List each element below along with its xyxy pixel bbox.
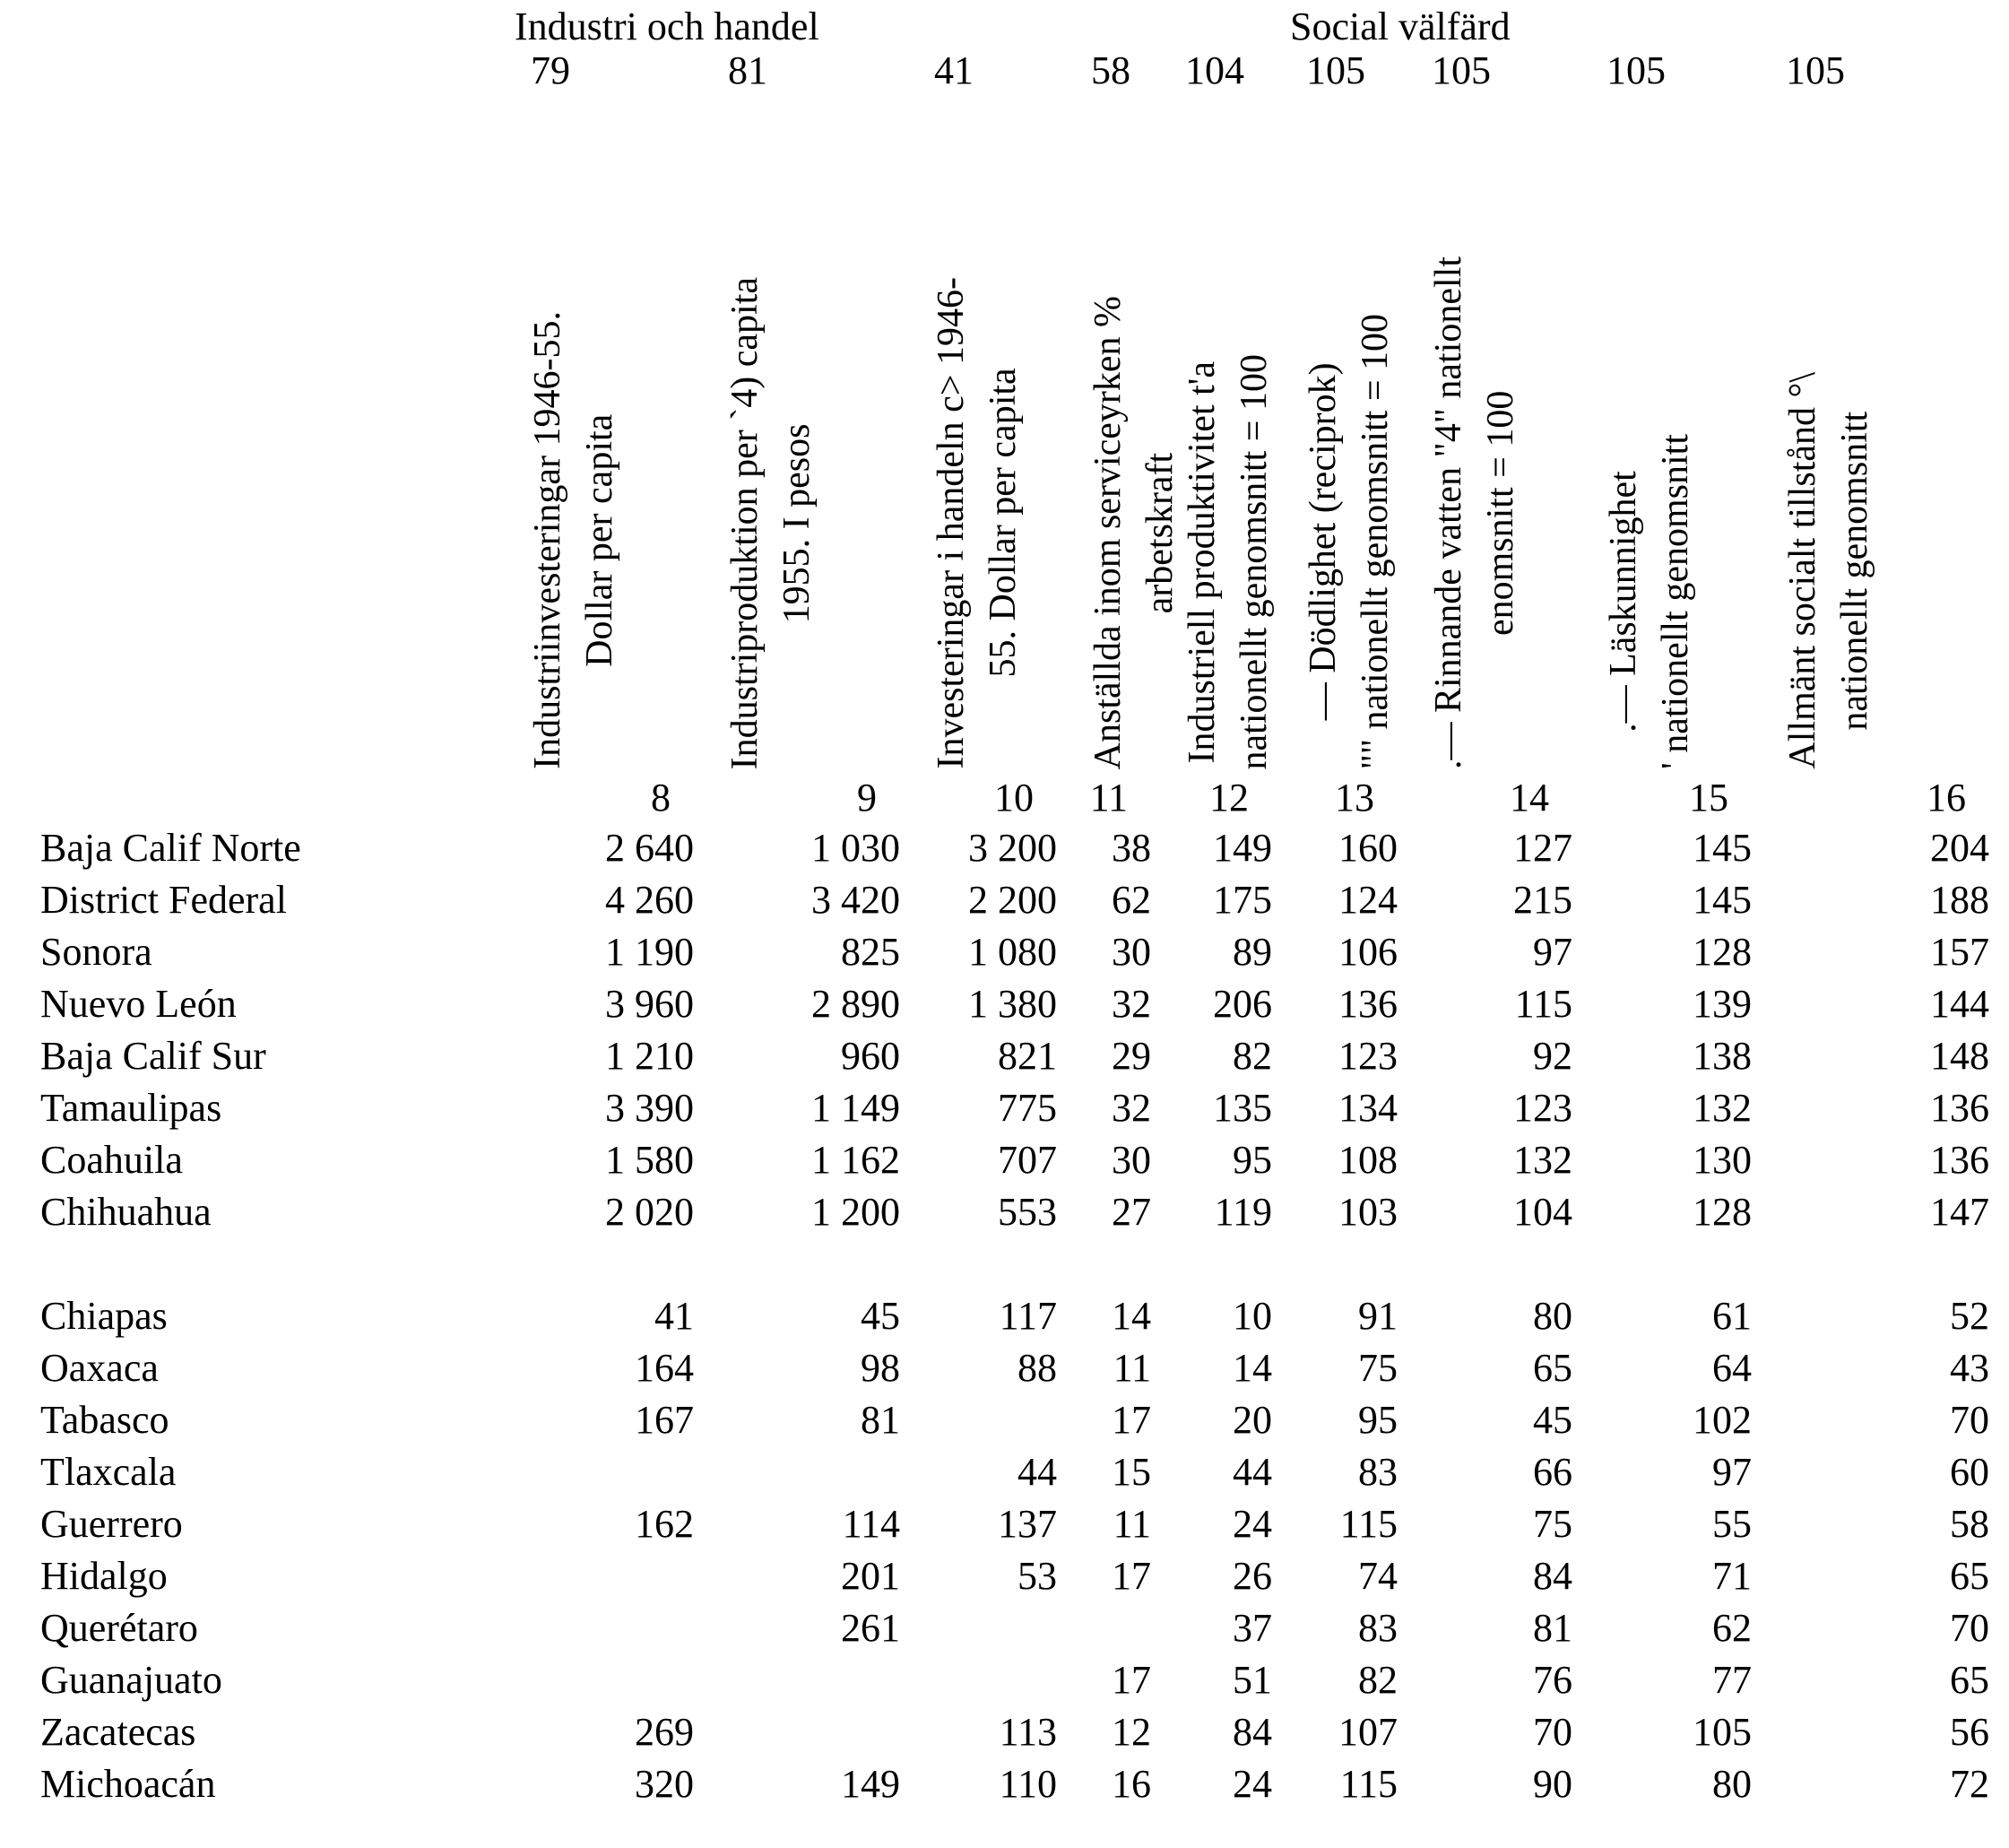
value-cell: 11	[1113, 1501, 1151, 1546]
rotated-header-line2: ' nationellt genomsnitt	[1655, 434, 1697, 769]
state-name: Baja Calif Norte	[40, 825, 301, 870]
state-name: Guanajuato	[40, 1657, 222, 1702]
value-cell: 132	[1693, 1085, 1753, 1130]
value-cell: 76	[1533, 1657, 1573, 1702]
value-cell: 134	[1338, 1085, 1399, 1130]
value-cell	[502, 1445, 699, 1497]
table-row	[0, 1549, 1995, 1601]
value-cell: 1 580	[605, 1137, 694, 1182]
value-cell: 95	[1358, 1397, 1399, 1442]
rotated-header-line1: Industriell produktivitet t'a	[1182, 360, 1223, 763]
value-cell: 44	[1233, 1449, 1273, 1494]
value-cell: 70	[1533, 1709, 1573, 1754]
rotated-header-cell	[1277, 97, 1403, 769]
value-cell: 10	[1233, 1293, 1273, 1338]
value-cell: 164	[635, 1345, 694, 1390]
table-row	[0, 1653, 1995, 1705]
rotated-header-line1: Industriinvesteringar 1946-55.	[527, 311, 568, 769]
table-row	[0, 1757, 1995, 1809]
value-cell: 1 030	[811, 825, 900, 870]
value-cell: 32	[1112, 1085, 1151, 1130]
value-cell: 98	[861, 1345, 900, 1390]
table-row	[0, 1289, 1995, 1341]
value-cell: 75	[1533, 1501, 1573, 1546]
state-name: Querétaro	[40, 1605, 198, 1650]
state-name: Nuevo León	[40, 981, 237, 1026]
value-cell: 81	[1533, 1605, 1573, 1650]
value-cell: 32	[1112, 981, 1151, 1026]
value-cell: 11	[1113, 1345, 1151, 1390]
value-cell: 30	[1112, 929, 1151, 974]
value-cell: 261	[841, 1605, 900, 1650]
value-cell: 84	[1533, 1553, 1573, 1598]
state-name: Guerrero	[40, 1501, 183, 1546]
rotated-header-line2: "" nationellt genomsnitt = 100	[1355, 313, 1397, 769]
table-row	[0, 821, 1995, 873]
group-gap	[0, 1237, 1995, 1289]
table-row	[0, 1601, 1995, 1653]
value-cell: 144	[1930, 981, 1990, 1026]
value-cell: 107	[1338, 1709, 1399, 1754]
value-cell: 269	[635, 1709, 694, 1754]
value-cell: 24	[1233, 1501, 1273, 1546]
rotated-header-cell	[1062, 97, 1181, 769]
table-row	[0, 1029, 1995, 1081]
value-cell: 707	[998, 1137, 1057, 1182]
value-cell: 825	[841, 929, 900, 974]
value-cell: 51	[1233, 1657, 1273, 1702]
value-cell: 37	[1233, 1605, 1273, 1650]
value-cell: 56	[1950, 1709, 1990, 1754]
group-header-row	[0, 5, 1995, 48]
state-name: District Federal	[40, 877, 287, 922]
value-cell: 139	[1693, 981, 1753, 1026]
state-name: Tamaulipas	[40, 1085, 222, 1130]
value-cell: 145	[1693, 877, 1753, 922]
value-cell: 14	[1112, 1293, 1151, 1338]
state-name: Chiapas	[40, 1293, 168, 1338]
value-cell: 65	[1950, 1553, 1990, 1598]
value-cell: 43	[1950, 1345, 1990, 1390]
value-cell: 17	[1112, 1657, 1151, 1702]
value-cell: 102	[1693, 1397, 1753, 1442]
value-cell: 1 162	[811, 1137, 900, 1182]
value-cell: 110	[999, 1761, 1057, 1806]
value-cell: 75	[1358, 1345, 1399, 1390]
value-cell: 29	[1112, 1033, 1151, 1078]
value-cell: 204	[1930, 825, 1990, 870]
value-cell: 95	[1233, 1137, 1273, 1182]
rotated-header-line1: .— Rinnande vatten "4" nationellt	[1428, 256, 1470, 769]
value-cell: 14	[1233, 1345, 1273, 1390]
table-row	[0, 873, 1995, 925]
value-cell: 106	[1338, 929, 1399, 974]
table-body	[0, 821, 1995, 1809]
value-cell: 2 020	[605, 1189, 694, 1234]
table-row	[0, 1393, 1995, 1445]
value-cell	[502, 1601, 699, 1653]
value-cell: 175	[1213, 877, 1273, 922]
table-row	[0, 1081, 1995, 1133]
table-row	[0, 977, 1995, 1029]
value-cell: 90	[1533, 1761, 1573, 1806]
value-cell: 123	[1513, 1085, 1573, 1130]
value-cell: 62	[1112, 877, 1151, 922]
value-cell: 3 420	[811, 877, 900, 922]
value-cell: 2 200	[968, 877, 1057, 922]
value-cell: 136	[1338, 981, 1399, 1026]
value-cell: 115	[1339, 1761, 1399, 1806]
value-cell: 66	[1533, 1449, 1573, 1494]
value-cell: 38	[1112, 825, 1151, 870]
rotated-header-cell	[699, 97, 905, 769]
value-cell: 103	[1338, 1189, 1399, 1234]
scanned-statistics-page	[0, 5, 2009, 1809]
value-cell: 130	[1693, 1137, 1753, 1182]
top-numbers-row	[0, 48, 1995, 97]
value-cell: 775	[998, 1085, 1057, 1130]
value-cell: 16	[1112, 1761, 1151, 1806]
value-cell: 30	[1112, 1137, 1151, 1182]
value-cell: 3 200	[968, 825, 1057, 870]
column-number: 13	[1335, 776, 1375, 820]
value-cell: 88	[1017, 1345, 1057, 1390]
state-name: Michoacán	[40, 1761, 216, 1806]
rotated-header-line1: — Dödlighet (reciprok)	[1303, 362, 1345, 721]
value-cell: 1 149	[811, 1085, 900, 1130]
group-sub-number: 104	[1185, 48, 1244, 92]
value-cell: 61	[1712, 1293, 1753, 1338]
value-cell: 149	[841, 1761, 900, 1806]
value-cell	[699, 1653, 905, 1705]
value-cell: 960	[841, 1033, 900, 1078]
value-cell: 160	[1338, 825, 1399, 870]
rotated-header-line1: .— Läskunnighet	[1603, 471, 1645, 733]
rotated-column-header	[1423, 256, 1527, 769]
value-cell: 45	[861, 1293, 900, 1338]
rotated-header-cell	[1156, 97, 1277, 769]
value-cell: 3 390	[605, 1085, 694, 1130]
value-cell	[905, 1601, 1062, 1653]
value-cell: 82	[1233, 1033, 1273, 1078]
group-header-social-valfard: Social välfärd	[1290, 4, 1511, 48]
value-cell: 84	[1233, 1709, 1273, 1754]
rotated-header-line2: nationellt genomsnitt	[1834, 411, 1876, 731]
value-cell	[1062, 1601, 1156, 1653]
value-cell: 553	[998, 1189, 1057, 1234]
value-cell: 821	[998, 1033, 1057, 1078]
value-cell: 123	[1338, 1033, 1399, 1078]
value-cell: 157	[1930, 929, 1990, 974]
value-cell: 53	[1017, 1553, 1057, 1598]
value-cell: 24	[1233, 1761, 1273, 1806]
value-cell: 2 640	[605, 825, 694, 870]
value-cell: 89	[1233, 929, 1273, 974]
value-cell: 17	[1112, 1553, 1151, 1598]
column-number-row	[0, 769, 1995, 821]
corner-spacer	[0, 5, 502, 48]
value-cell: 17	[1112, 1397, 1151, 1442]
table-row	[0, 1705, 1995, 1757]
state-name: Sonora	[40, 929, 152, 974]
value-cell: 15	[1112, 1449, 1151, 1494]
value-cell: 20	[1233, 1397, 1273, 1442]
value-cell: 45	[1533, 1397, 1573, 1442]
row-label-spacer	[0, 97, 502, 769]
value-cell: 206	[1213, 981, 1273, 1026]
rotated-header-line1: Investeringar i handeln c> 1946-	[931, 277, 972, 769]
table-row	[0, 1341, 1995, 1393]
state-name: Tabasco	[40, 1397, 169, 1442]
value-cell: 1 190	[605, 929, 694, 974]
value-cell: 114	[842, 1501, 900, 1546]
rotated-header-row	[0, 97, 1995, 769]
column-number: 16	[1927, 776, 1967, 820]
rotated-header-line2: enomsnitt = 100	[1480, 390, 1522, 636]
rotated-header-line1: Allmänt socialt tillstånd °\	[1782, 372, 1824, 769]
value-cell: 4 260	[605, 877, 694, 922]
value-cell: 128	[1693, 1189, 1753, 1234]
value-cell: 58	[1950, 1501, 1990, 1546]
state-name: Baja Calif Sur	[40, 1033, 266, 1078]
rotated-header-line2: nationellt genomsnitt = 100	[1234, 353, 1275, 769]
value-cell: 167	[635, 1397, 694, 1442]
table-row	[0, 925, 1995, 977]
value-cell: 147	[1930, 1189, 1990, 1234]
value-cell: 97	[1533, 929, 1573, 974]
value-cell: 105	[1693, 1709, 1753, 1754]
rotated-header-cell	[1403, 97, 1578, 769]
rotated-column-header	[925, 277, 1029, 769]
rotated-header-cell	[502, 97, 699, 769]
rotated-header-cell	[1757, 97, 1995, 769]
group-sub-number: 79	[531, 48, 570, 92]
value-cell: 91	[1358, 1293, 1399, 1338]
state-name: Oaxaca	[40, 1345, 159, 1390]
value-cell: 55	[1712, 1501, 1753, 1546]
group-sub-number: 105	[1786, 48, 1846, 92]
value-cell: 80	[1533, 1293, 1573, 1338]
value-cell: 137	[998, 1501, 1057, 1546]
value-cell: 149	[1213, 825, 1273, 870]
rotated-header-cell	[905, 97, 1062, 769]
value-cell: 138	[1693, 1033, 1753, 1078]
table-row	[0, 1185, 1995, 1237]
value-cell: 80	[1712, 1761, 1753, 1806]
value-cell: 74	[1358, 1553, 1399, 1598]
value-cell	[502, 1653, 699, 1705]
state-name: Tlaxcala	[40, 1449, 177, 1494]
rotated-header-line1: Anställda inom serviceyrken %	[1087, 295, 1129, 769]
group-sub-number: 105	[1432, 48, 1492, 92]
table-row	[0, 1133, 1995, 1185]
value-cell: 215	[1513, 877, 1573, 922]
row-label-spacer	[0, 769, 502, 821]
column-number: 15	[1689, 776, 1729, 820]
value-cell	[502, 1549, 699, 1601]
value-cell: 128	[1693, 929, 1753, 974]
value-cell: 72	[1950, 1761, 1990, 1806]
value-cell: 104	[1513, 1189, 1573, 1234]
value-cell: 97	[1712, 1449, 1753, 1494]
state-name: Coahuila	[40, 1137, 183, 1182]
value-cell: 77	[1712, 1657, 1753, 1702]
rotated-column-header	[522, 311, 626, 769]
value-cell: 64	[1712, 1345, 1753, 1390]
value-cell: 132	[1513, 1137, 1573, 1182]
value-cell: 3 960	[605, 981, 694, 1026]
value-cell: 83	[1358, 1605, 1399, 1650]
value-cell: 320	[635, 1761, 694, 1806]
group-header-industri-och-handel: Industri och handel	[515, 4, 819, 48]
value-cell: 26	[1233, 1553, 1273, 1598]
group-sub-number: 58	[1091, 48, 1130, 92]
mexican-states-statistics-table	[0, 5, 1995, 1809]
column-number: 14	[1510, 776, 1550, 820]
column-number: 10	[994, 776, 1034, 820]
value-cell: 119	[1214, 1189, 1273, 1234]
state-name: Hidalgo	[40, 1553, 168, 1598]
table-row	[0, 1497, 1995, 1549]
rotated-column-header	[719, 277, 823, 769]
value-cell: 162	[635, 1501, 694, 1546]
rotated-column-header	[1598, 434, 1702, 769]
value-cell: 44	[1017, 1449, 1057, 1494]
table-row	[0, 1445, 1995, 1497]
rotated-header-line2: 1955. I pesos	[776, 422, 818, 623]
value-cell: 115	[1339, 1501, 1399, 1546]
rotated-header-line2: arbetskraft	[1139, 452, 1181, 613]
value-cell: 83	[1358, 1449, 1399, 1494]
column-number: 9	[857, 776, 877, 820]
rotated-header-line2: 55. Dollar per capita	[983, 369, 1024, 679]
value-cell: 60	[1950, 1449, 1990, 1494]
value-cell: 81	[861, 1397, 900, 1442]
value-cell: 136	[1930, 1137, 1990, 1182]
value-cell: 41	[654, 1293, 694, 1338]
value-cell: 1 380	[968, 981, 1057, 1026]
value-cell: 115	[1514, 981, 1573, 1026]
value-cell	[699, 1705, 905, 1757]
value-cell: 71	[1712, 1553, 1753, 1598]
value-cell: 65	[1950, 1657, 1990, 1702]
value-cell: 127	[1513, 825, 1573, 870]
value-cell: 113	[999, 1709, 1057, 1754]
value-cell: 52	[1950, 1293, 1990, 1338]
column-number: 8	[651, 776, 671, 820]
value-cell: 12	[1112, 1709, 1151, 1754]
value-cell: 135	[1213, 1085, 1273, 1130]
group-sub-number: 41	[934, 48, 974, 92]
value-cell: 1 200	[811, 1189, 900, 1234]
value-cell	[905, 1393, 1062, 1445]
rotated-header-line2: Dollar per capita	[579, 413, 620, 667]
value-cell: 108	[1338, 1137, 1399, 1182]
value-cell: 124	[1338, 877, 1399, 922]
value-cell: 188	[1930, 877, 1990, 922]
state-name: Chihuahua	[40, 1189, 212, 1234]
value-cell	[699, 1445, 905, 1497]
value-cell: 148	[1930, 1033, 1990, 1078]
value-cell: 70	[1950, 1605, 1990, 1650]
value-cell: 1 080	[968, 929, 1057, 974]
group-sub-number: 81	[728, 48, 767, 92]
group-sub-number: 105	[1606, 48, 1667, 92]
value-cell: 82	[1358, 1657, 1399, 1702]
rotated-column-header	[1777, 372, 1881, 769]
value-cell: 1 210	[605, 1033, 694, 1078]
value-cell: 70	[1950, 1397, 1990, 1442]
value-cell: 27	[1112, 1189, 1151, 1234]
value-cell: 145	[1693, 825, 1753, 870]
value-cell: 62	[1712, 1605, 1753, 1650]
row-label-spacer	[0, 48, 502, 97]
rotated-column-header	[1297, 314, 1401, 769]
state-name: Zacatecas	[40, 1709, 196, 1754]
value-cell: 65	[1533, 1345, 1573, 1390]
column-number: 12	[1209, 776, 1250, 820]
group-gap-cell	[0, 1237, 1995, 1289]
value-cell: 2 890	[811, 981, 900, 1026]
group-sub-number: 105	[1306, 48, 1366, 92]
column-number: 11	[1089, 776, 1128, 820]
value-cell: 136	[1930, 1085, 1990, 1130]
value-cell: 201	[841, 1553, 900, 1598]
rotated-column-header	[1176, 354, 1280, 769]
value-cell: 117	[999, 1293, 1057, 1338]
rotated-header-line1: Industriproduktion per `4) capita	[724, 276, 766, 769]
value-cell: 92	[1533, 1033, 1573, 1078]
value-cell	[905, 1653, 1062, 1705]
rotated-header-cell	[1578, 97, 1757, 769]
